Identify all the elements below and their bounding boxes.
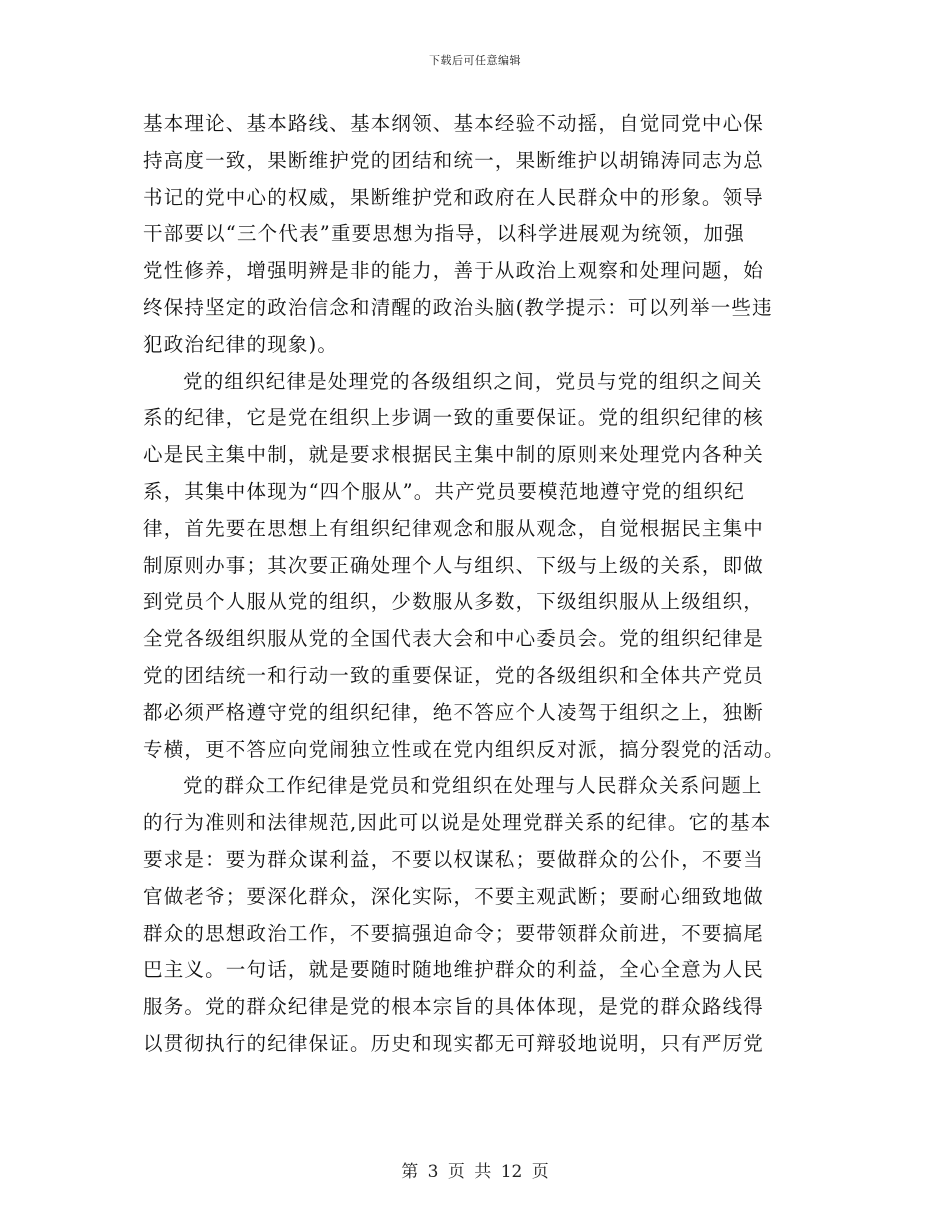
text-line: 都必须严格遵守党的组织纪律，绝不答应个人凌驾于组织之上，独断 xyxy=(143,700,765,724)
text-line: 专横，更不答应向党闹独立性或在党内组织反对派，搞分裂党的活动。 xyxy=(143,737,785,761)
text-line: 党的组织纪律是处理党的各级组织之间，党员与党的组织之间关 xyxy=(183,369,763,393)
text-line: 持高度一致，果断维护党的团结和统一，果断维护以胡锦涛同志为总 xyxy=(143,148,765,172)
text-line: 终保持坚定的政治信念和清醒的政治头脑(教学提示：可以列举一些违 xyxy=(143,295,773,319)
text-line: 心是民主集中制，就是要求根据民主集中制的原则来处理党内各种关 xyxy=(143,443,765,467)
text-line: 以贯彻执行的纪律保证。历史和现实都无可辩驳地说明，只有严厉党 xyxy=(143,1031,765,1055)
text-line: 书记的党中心的权威，果断维护党和政府在人民群众中的形象。领导 xyxy=(143,185,765,209)
text-line: 全党各级组织服从党的全国代表大会和中心委员会。党的组织纪律是 xyxy=(143,627,765,651)
page-number-footer: 第 3 页 共 12 页 xyxy=(401,1162,549,1182)
text-line: 到党员个人服从党的组织，少数服从多数，下级组织服从上级组织， xyxy=(143,590,765,614)
page-header: 下载后可任意编辑 xyxy=(429,54,521,67)
text-line: 党的群众工作纪律是党员和党组织在处理与人民群众关系问题上 xyxy=(183,774,763,798)
text-line: 党性修养，增强明辨是非的能力，善于从政治上观察和处理问题，始 xyxy=(143,259,765,283)
text-line: 制原则办事；其次要正确处理个人与组织、下级与上级的关系，即做 xyxy=(143,553,765,577)
text-line: 官做老爷；要深化群众，深化实际，不要主观武断；要耐心细致地做 xyxy=(143,884,765,908)
text-line: 巴主义。一句话，就是要随时随地维护群众的利益，全心全意为人民 xyxy=(143,958,765,982)
text-line: 系，其集中体现为“四个服从”。共产党员要模范地遵守党的组织纪 xyxy=(143,479,745,503)
text-line: 律，首先要在思想上有组织纪律观念和服从观念，自觉根据民主集中 xyxy=(143,516,765,540)
text-line: 的行为准则和法律规范,因此可以说是处理党群关系的纪律。它的基本 xyxy=(143,811,772,835)
text-line: 党的团结统一和行动一致的重要保证，党的各级组织和全体共产党员 xyxy=(143,663,765,687)
text-line: 干部要以“三个代表”重要思想为指导，以科学进展观为统领，加强 xyxy=(143,222,745,246)
text-line: 要求是：要为群众谋利益，不要以权谋私；要做群众的公仆，不要当 xyxy=(143,847,765,871)
text-line: 系的纪律，它是党在组织上步调一致的重要保证。党的组织纪律的核 xyxy=(143,406,765,430)
text-line: 基本理论、基本路线、基本纲领、基本经验不动摇，自觉同党中心保 xyxy=(143,112,765,135)
text-line: 犯政治纪律的现象)。 xyxy=(143,332,339,356)
text-line: 服务。党的群众纪律是党的根本宗旨的具体体现，是党的群众路线得 xyxy=(143,995,765,1019)
text-line: 群众的思想政治工作，不要搞强迫命令；要带领群众前进，不要搞尾 xyxy=(143,921,765,945)
document-body xyxy=(143,106,807,1063)
